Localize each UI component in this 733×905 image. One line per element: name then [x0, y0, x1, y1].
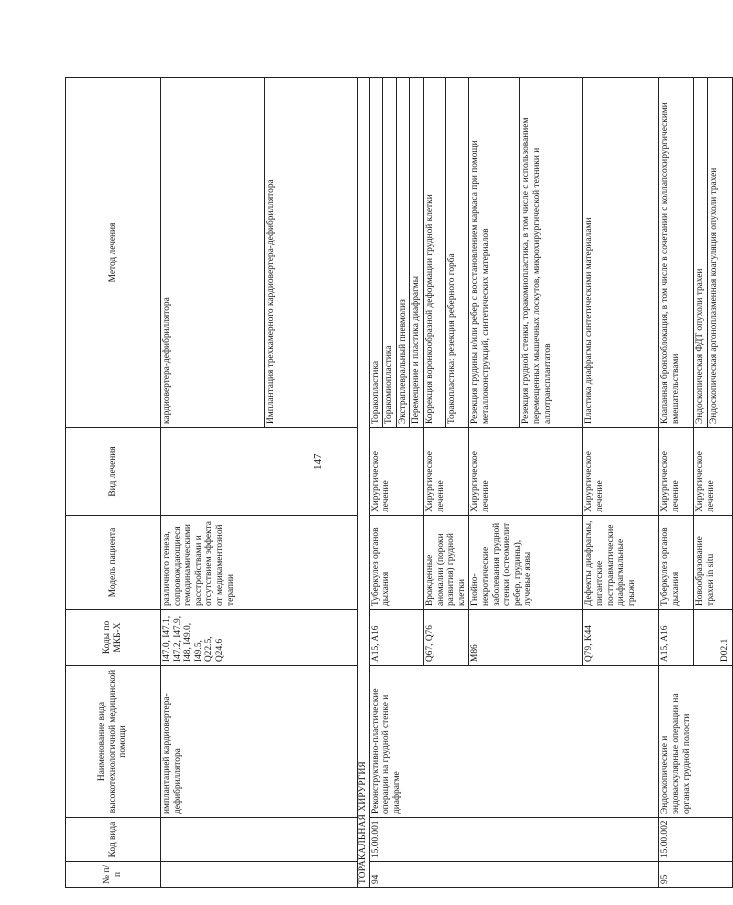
treatment-type: Хирургическое лечение — [659, 428, 694, 516]
section-row — [358, 78, 370, 888]
method: Резекция грудной стенки, торакомиопластика, в том числе с использованием перемещенных мышечных лоскутов, микрохирургической техники и аллотрансплантатов — [520, 78, 583, 428]
cont-name: имплантацией кардиовертера-дефибриллятора — [161, 666, 358, 818]
icd-codes: M86 — [469, 610, 583, 666]
table-row — [161, 78, 265, 888]
treatment-type: Хирургическое лечение — [469, 428, 583, 516]
method: Коррекция воронкообразной деформации грудной клетки — [423, 78, 445, 428]
header-code: Код вида — [66, 818, 161, 862]
icd-codes: Q79, K44 — [583, 610, 659, 666]
treatment-type: Хирургическое лечение — [369, 428, 423, 516]
page-number: 147 — [312, 453, 324, 470]
cont-codes: I47.0, I47.1, I47.2, I47.9, I48, I49.0, I49.5, Q22.5, Q24.6 — [161, 610, 358, 666]
row-code: 15.00.001 — [369, 818, 659, 862]
patient-model: Дефекты диафрагмы, пигантские посттравматические диафрагмальные грыжи — [583, 516, 659, 610]
patient-model: Гнойно-некротические заболевания грудной стенки (остеомиелит ребер, грудины), лучевые язвы — [469, 516, 583, 610]
patient-model: Туберкулез органов дыхания — [659, 516, 694, 610]
method: Пластика диафрагмы синтетическими материалами — [583, 78, 659, 428]
patient-model: Туберкулез органов дыхания — [369, 516, 423, 610]
row-code: 15.00.002 — [659, 818, 733, 862]
header-num: № п/п — [66, 862, 161, 888]
method: Эндоскопическая аргоноплазменная коагуляция опухоли трахеи — [707, 78, 732, 428]
header-name: Наименование вида высокотехнологичной медицинской помощи — [66, 666, 161, 818]
table-row — [369, 78, 383, 888]
section-title: ТОРАКАЛЬНАЯ ХИРУРГИЯ — [358, 78, 370, 888]
header-icd: Коды по МКБ-Х — [66, 610, 161, 666]
method: Экстраплевральный пневмолиз — [396, 78, 410, 428]
table-row — [659, 78, 694, 888]
icd-codes: Q67, Q76 — [423, 610, 468, 666]
row-num: 94 — [369, 862, 659, 888]
header-row — [66, 78, 161, 888]
icd-codes: D02.1 — [694, 610, 733, 666]
row-name: Реконструктивно-пластические операции на грудной стенке и диафрагме — [369, 666, 659, 818]
treatment-type: Хирургическое лечение — [694, 428, 733, 516]
patient-model: Новообразование трахеи in situ — [694, 516, 733, 610]
method: Торакопластика — [369, 78, 383, 428]
header-model: Модель пациента — [66, 516, 161, 610]
patient-model: Врожденные аномалии (пороки развития) грудной клетки — [423, 516, 468, 610]
method: Эндоскопическая ФДТ опухоли трахеи — [694, 78, 708, 428]
cont-method: кардиовертера-дефибриллятора — [161, 78, 265, 428]
icd-codes: A15, A16 — [369, 610, 423, 666]
icd-codes: A15, A16 — [659, 610, 694, 666]
cont-model: различного генеза, сопровождающиеся гемодинамическими расстройствами и отсутствием эффекта от медикаментозной терапии — [161, 516, 358, 610]
header-method: Метод лечения — [66, 78, 161, 428]
method: Клапанная бронхоблокация, в том числе в сочетании с коллапсохирургическими вмешательствами — [659, 78, 694, 428]
method: Торакопластика: резекция реберного горба — [446, 78, 469, 428]
method: Резекция грудины и/или ребер с восстановлением каркаса при помощи металлоконструкций, синтетических материалов — [469, 78, 520, 428]
row-num: 95 — [659, 862, 733, 888]
cont-method: Имплантация трехкамерного кардиовертера-дефибриллятора — [265, 78, 358, 428]
method: Перемещение и пластика диафрагмы — [410, 78, 424, 428]
header-treatment: Вид лечения — [66, 428, 161, 516]
row-name: Эндоскопические и эндоваскулярные операции на органах грудной полости — [659, 666, 733, 818]
treatment-type: Хирургическое лечение — [583, 428, 659, 516]
rotated-page — [65, 78, 731, 888]
vmp-table — [65, 77, 733, 888]
treatment-type: Хирургическое лечение — [423, 428, 468, 516]
method: Торакомиопластика — [383, 78, 397, 428]
